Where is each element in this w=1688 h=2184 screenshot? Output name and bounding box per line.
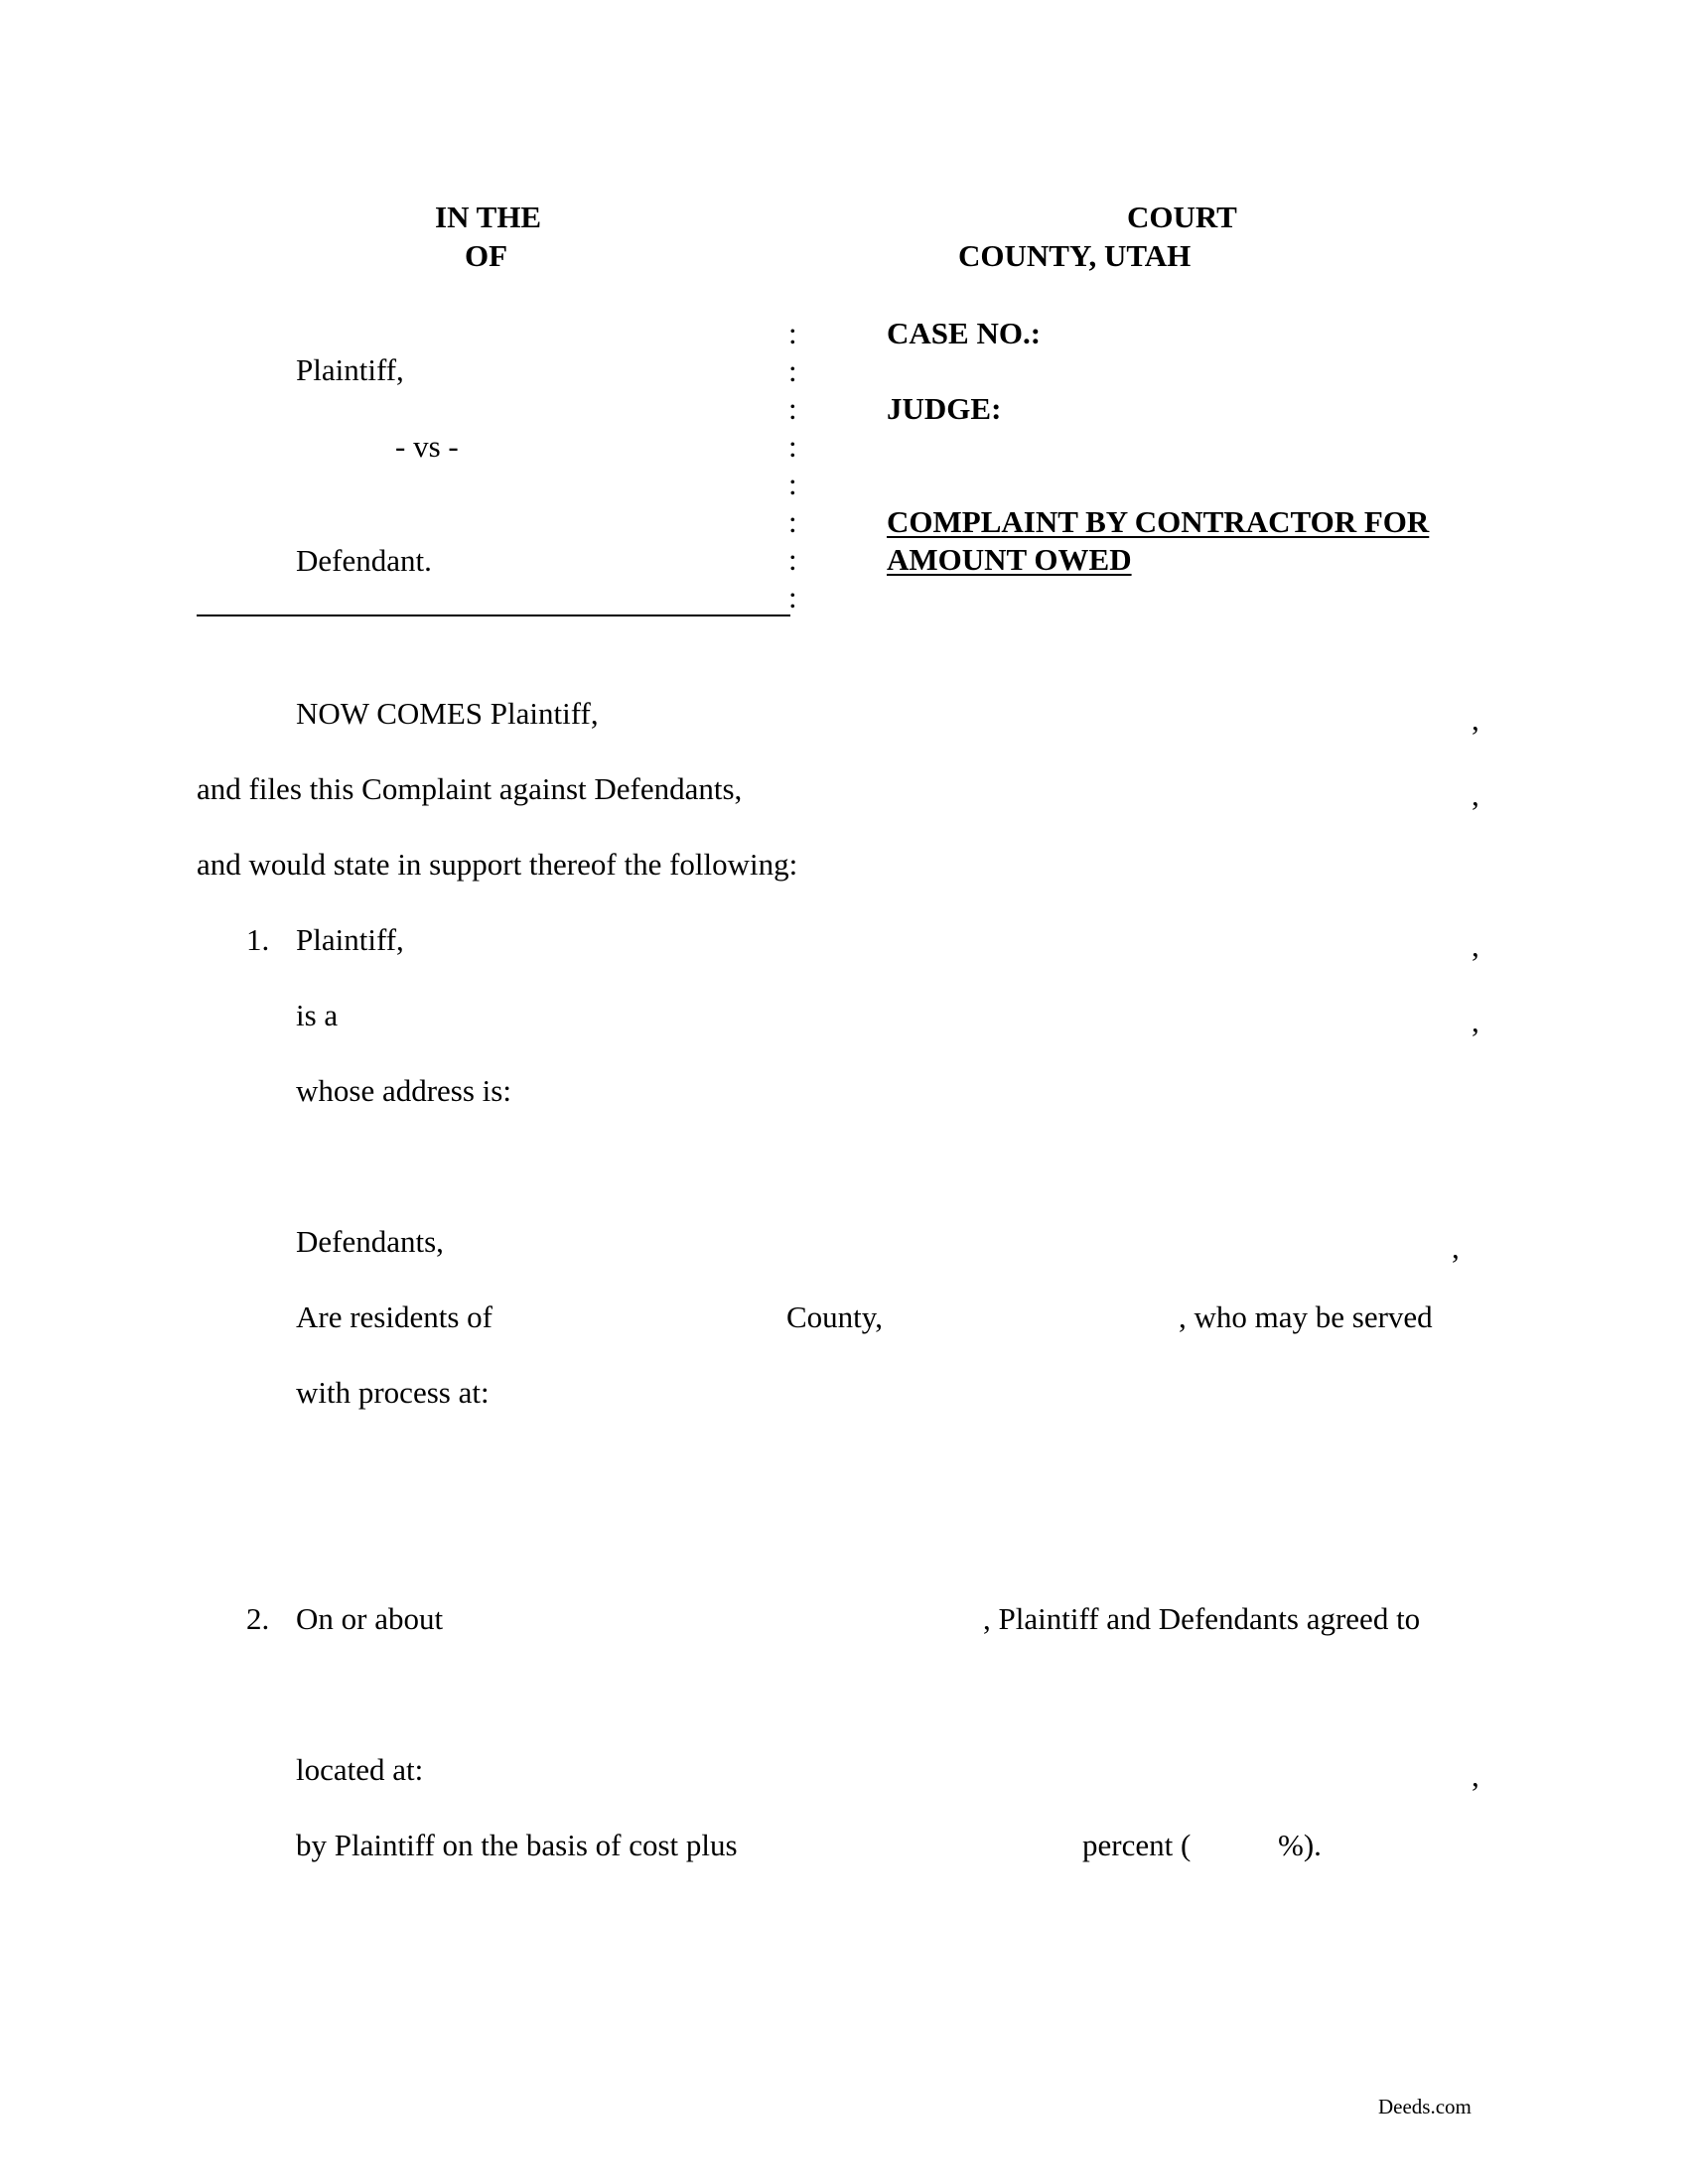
caption-colon: :	[788, 504, 797, 539]
caption-county-utah: COUNTY, UTAH	[958, 238, 1192, 273]
caption-colon: :	[788, 580, 797, 614]
trailing-comma: ,	[1452, 1230, 1460, 1265]
item-1-are-residents-of: Are residents of	[296, 1299, 492, 1334]
caption-colon: :	[788, 316, 797, 350]
caption-colon: :	[788, 353, 797, 388]
trailing-comma: ,	[1472, 777, 1479, 812]
item-1-number: 1.	[246, 922, 270, 957]
party-plaintiff: Plaintiff,	[296, 352, 404, 387]
item-2-percent-close: %).	[1278, 1828, 1322, 1862]
caption-in-the: IN THE	[435, 200, 542, 234]
item-1-with-process-at: with process at:	[296, 1375, 490, 1410]
caption-colon: :	[788, 542, 797, 577]
caption-court: COURT	[1127, 200, 1237, 234]
trailing-comma: ,	[1472, 1004, 1479, 1038]
case-number-label: CASE NO.:	[887, 316, 1042, 350]
item-1-is-a: is a	[296, 998, 339, 1032]
caption-of: OF	[465, 238, 508, 273]
item-1-defendants: Defendants,	[296, 1224, 444, 1259]
item-1-plaintiff: Plaintiff,	[296, 922, 404, 957]
trailing-comma: ,	[1472, 1758, 1479, 1793]
document-title-line2: AMOUNT OWED	[887, 542, 1132, 577]
item-2-percent-open: percent (	[1082, 1828, 1192, 1862]
item-2-number: 2.	[246, 1601, 270, 1636]
caption-rule	[197, 614, 790, 616]
item-2-cost-plus: by Plaintiff on the basis of cost plus	[296, 1828, 738, 1862]
party-defendant: Defendant.	[296, 543, 432, 578]
item-1-whose-address: whose address is:	[296, 1073, 511, 1108]
item-1-county: County,	[786, 1299, 884, 1334]
footer-brand: Deeds.com	[1378, 2095, 1472, 2118]
trailing-comma: ,	[1472, 928, 1479, 963]
caption-colon: :	[788, 467, 797, 501]
item-2-agreed-to: , Plaintiff and Defendants agreed to	[983, 1601, 1421, 1636]
files-complaint-text: and files this Complaint against Defendants,	[197, 771, 743, 806]
document-title-line1: COMPLAINT BY CONTRACTOR FOR	[887, 504, 1430, 539]
caption-colon: :	[788, 429, 797, 464]
party-vs: - vs -	[395, 429, 459, 464]
caption-colon: :	[788, 391, 797, 426]
trailing-comma: ,	[1472, 702, 1479, 737]
judge-label: JUDGE:	[887, 391, 1002, 426]
item-2-on-or-about: On or about	[296, 1601, 444, 1636]
item-2-located-at: located at:	[296, 1752, 424, 1787]
item-1-who-may-be-served: , who may be served	[1179, 1299, 1433, 1334]
now-comes-text: NOW COMES Plaintiff,	[296, 696, 599, 731]
would-state-text: and would state in support thereof the following:	[197, 847, 798, 882]
